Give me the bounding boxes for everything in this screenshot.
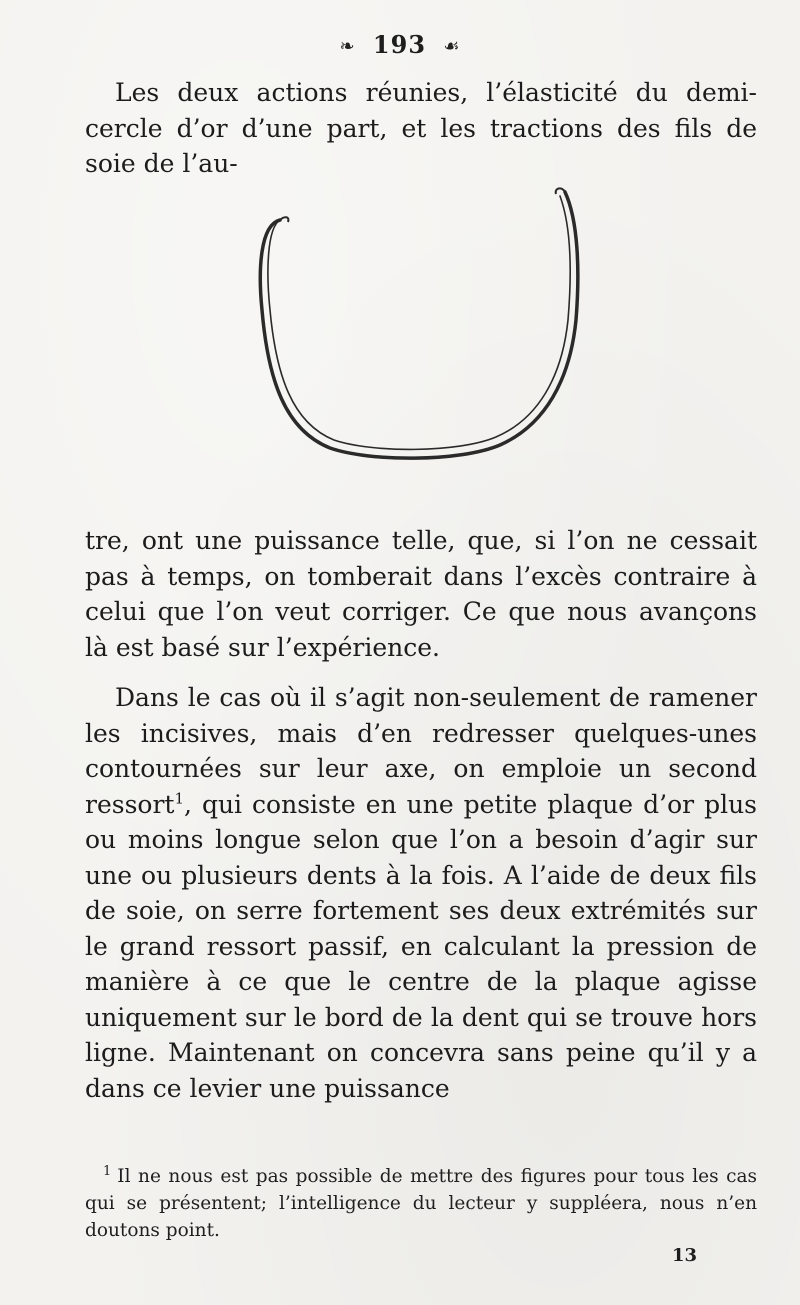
- footnote: [85, 1158, 757, 1244]
- footnote-mark: 1: [103, 1164, 112, 1179]
- paragraph-3: [85, 680, 757, 1106]
- signature-mark: 13: [671, 1245, 697, 1266]
- page-number: 193: [372, 30, 427, 59]
- footnote-text: Il ne nous est pas possible de mettre des figures pour tous les cas qui se présentent; l’intelligence du lecteur y suppléera, nous n’en doutons point.: [85, 1166, 757, 1242]
- right-ornament-icon: ☙: [443, 36, 461, 57]
- paragraph-3-part-1: Dans le cas où il s’agit non-seulement de ramener les incisives, mais d’en redresser quelques-unes contournées sur leur axe, on emploie un second ressort: [85, 683, 757, 819]
- paragraph-2-text: tre, ont une puissance telle, que, si l’on ne cessait pas à temps, on tomberait dans l’excès contraire à celui que l’on veut corriger. Ce que nous avançons là est basé sur l’expérience.: [85, 526, 757, 662]
- paragraph-1: [85, 75, 757, 182]
- paragraph-3-text: [85, 680, 757, 1106]
- left-ornament-icon: ❧: [339, 36, 356, 57]
- gold-half-circle-spring-icon: [240, 180, 600, 480]
- paragraph-1-text: Les deux actions réunies, l’élasticité du demi-cercle d’or d’une part, et les tractions des fils de soie de l’au-: [85, 78, 757, 178]
- running-header: [0, 30, 800, 59]
- paragraph-2: [85, 523, 757, 665]
- paragraph-3-part-2: , qui consiste en une petite plaque d’or plus ou moins longue selon que l’on a besoin d’agir sur une ou plusieurs dents à la fois. A l’aide de deux fils de soie, on serre fortement ses deux extrémités sur le grand ressort passif, en calculant la pression de manière à ce que le centre de la plaque agisse uniquement sur le bord de la dent qui se trouve hors ligne. Maintenant on concevra sans peine qu’il y a dans ce levier une puissance: [85, 789, 757, 1103]
- footnote-reference: 1: [174, 789, 184, 808]
